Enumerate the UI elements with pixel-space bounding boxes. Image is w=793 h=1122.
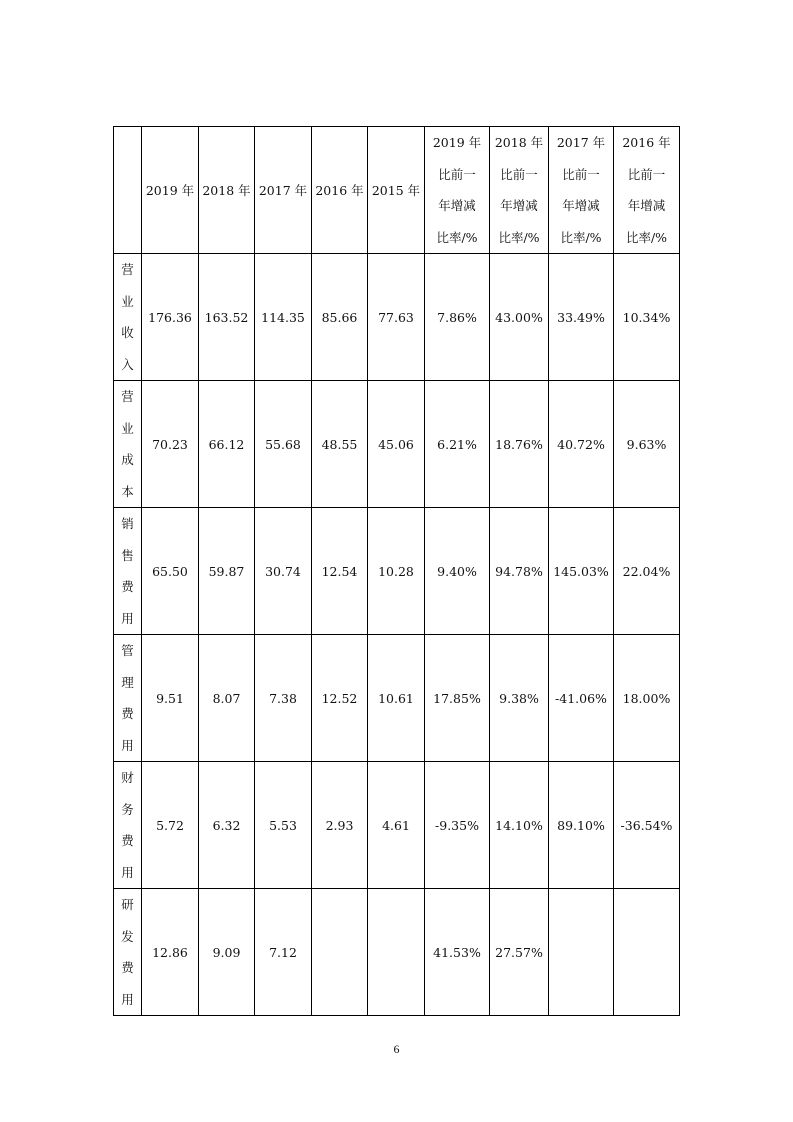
- value-cell: 70.23: [142, 381, 199, 508]
- row-label-char: 用: [121, 610, 134, 626]
- year-header: 2016 年: [312, 127, 368, 254]
- change-cell: 27.57%: [490, 889, 549, 1016]
- change-cell: 6.21%: [425, 381, 490, 508]
- value-cell: 2.93: [312, 762, 368, 889]
- change-header-line: 比前一: [500, 166, 538, 182]
- table-row: [114, 635, 680, 762]
- change-header-line: 年增减: [562, 198, 600, 213]
- change-header-line: 比前一: [562, 166, 600, 182]
- row-label-char: 理: [121, 674, 134, 690]
- value-cell: 12.52: [312, 635, 368, 762]
- value-cell: 163.52: [199, 254, 255, 381]
- value-cell: 48.55: [312, 381, 368, 508]
- value-cell: 10.61: [368, 635, 425, 762]
- table-row: [114, 508, 680, 635]
- row-label: [114, 635, 142, 762]
- change-cell: 41.53%: [425, 889, 490, 1016]
- row-label-char: 财: [121, 770, 134, 785]
- change-header-line: 2018 年: [494, 135, 544, 150]
- value-cell: 45.06: [368, 381, 425, 508]
- value-cell: 66.12: [199, 381, 255, 508]
- year-header: 2018 年: [199, 127, 255, 254]
- value-cell: 6.32: [199, 762, 255, 889]
- change-header-line: 比率/%: [560, 229, 602, 245]
- table-row: [114, 381, 680, 508]
- row-label-char: 收: [121, 325, 134, 340]
- value-cell: 59.87: [199, 508, 255, 635]
- change-cell: [614, 889, 680, 1016]
- row-label-char: 业: [121, 420, 134, 436]
- corner-cell: [114, 127, 142, 254]
- row-label-char: 费: [121, 579, 134, 594]
- table-row: [114, 762, 680, 889]
- value-cell: 8.07: [199, 635, 255, 762]
- change-header-line: 比前一: [438, 166, 476, 182]
- change-header-line: 比率/%: [625, 229, 668, 245]
- change-header-line: 比率/%: [498, 229, 540, 245]
- change-header: [425, 127, 490, 254]
- value-cell: 30.74: [255, 508, 312, 635]
- row-label-char: 成: [121, 452, 134, 467]
- change-cell: 43.00%: [490, 254, 549, 381]
- change-header: [490, 127, 549, 254]
- change-header-line: 年增减: [500, 198, 538, 213]
- change-cell: 33.49%: [549, 254, 614, 381]
- change-cell: 9.63%: [614, 381, 680, 508]
- change-cell: 18.00%: [614, 635, 680, 762]
- row-label-char: 业: [121, 293, 134, 309]
- change-cell: 7.86%: [425, 254, 490, 381]
- row-label: [114, 508, 142, 635]
- change-header: [614, 127, 680, 254]
- row-label: [114, 889, 142, 1016]
- row-label-char: 销: [121, 516, 134, 531]
- change-header-line: 2019 年: [432, 135, 482, 150]
- value-cell: 55.68: [255, 381, 312, 508]
- change-cell: [549, 889, 614, 1016]
- row-label-char: 售: [121, 547, 134, 563]
- value-cell: 77.63: [368, 254, 425, 381]
- year-header: 2019 年: [142, 127, 199, 254]
- row-label-char: 费: [121, 960, 134, 975]
- value-cell: 7.38: [255, 635, 312, 762]
- change-header: [549, 127, 614, 254]
- financial-table: [113, 126, 680, 1016]
- value-cell: 12.54: [312, 508, 368, 635]
- change-cell: 9.38%: [490, 635, 549, 762]
- change-cell: -9.35%: [425, 762, 490, 889]
- row-label-char: 营: [121, 389, 134, 404]
- row-label-char: 发: [121, 928, 134, 944]
- page-number: 6: [393, 1042, 400, 1056]
- value-cell: 10.28: [368, 508, 425, 635]
- change-cell: 18.76%: [490, 381, 549, 508]
- change-header-line: 比率/%: [436, 229, 478, 245]
- table-row: [114, 889, 680, 1016]
- row-label-char: 费: [121, 706, 134, 721]
- value-cell: 9.51: [142, 635, 199, 762]
- change-cell: 94.78%: [490, 508, 549, 635]
- change-cell: 9.40%: [425, 508, 490, 635]
- row-label-char: 入: [121, 356, 134, 372]
- value-cell: 4.61: [368, 762, 425, 889]
- change-cell: 89.10%: [549, 762, 614, 889]
- row-label-char: 用: [121, 737, 134, 753]
- row-label-char: 研: [121, 897, 134, 912]
- row-label-char: 务: [121, 801, 134, 817]
- change-cell: 22.04%: [614, 508, 680, 635]
- change-cell: 10.34%: [614, 254, 680, 381]
- header-row: [114, 127, 680, 254]
- value-cell: 114.35: [255, 254, 312, 381]
- row-label-char: 用: [121, 864, 134, 880]
- row-label-char: 费: [121, 833, 134, 848]
- row-label: [114, 254, 142, 381]
- change-header-line: 2016 年: [622, 135, 671, 150]
- change-cell: -41.06%: [549, 635, 614, 762]
- row-label-char: 营: [121, 262, 134, 277]
- change-header-line: 年增减: [438, 198, 476, 213]
- change-header-line: 2017 年: [556, 135, 606, 150]
- value-cell: 65.50: [142, 508, 199, 635]
- value-cell: 176.36: [142, 254, 199, 381]
- change-cell: 14.10%: [490, 762, 549, 889]
- row-label-char: 本: [121, 483, 134, 499]
- value-cell: [312, 889, 368, 1016]
- table-row: [114, 254, 680, 381]
- change-cell: -36.54%: [614, 762, 680, 889]
- change-cell: 145.03%: [549, 508, 614, 635]
- change-cell: 17.85%: [425, 635, 490, 762]
- value-cell: 5.53: [255, 762, 312, 889]
- value-cell: [368, 889, 425, 1016]
- value-cell: 7.12: [255, 889, 312, 1016]
- value-cell: 12.86: [142, 889, 199, 1016]
- change-header-line: 年增减: [627, 198, 666, 213]
- value-cell: 85.66: [312, 254, 368, 381]
- value-cell: 5.72: [142, 762, 199, 889]
- year-header: 2017 年: [255, 127, 312, 254]
- year-header: 2015 年: [368, 127, 425, 254]
- row-label-char: 用: [121, 991, 134, 1007]
- row-label-char: 管: [121, 643, 134, 658]
- row-label: [114, 762, 142, 889]
- value-cell: 9.09: [199, 889, 255, 1016]
- change-cell: 40.72%: [549, 381, 614, 508]
- change-header-line: 比前一: [627, 166, 666, 182]
- row-label: [114, 381, 142, 508]
